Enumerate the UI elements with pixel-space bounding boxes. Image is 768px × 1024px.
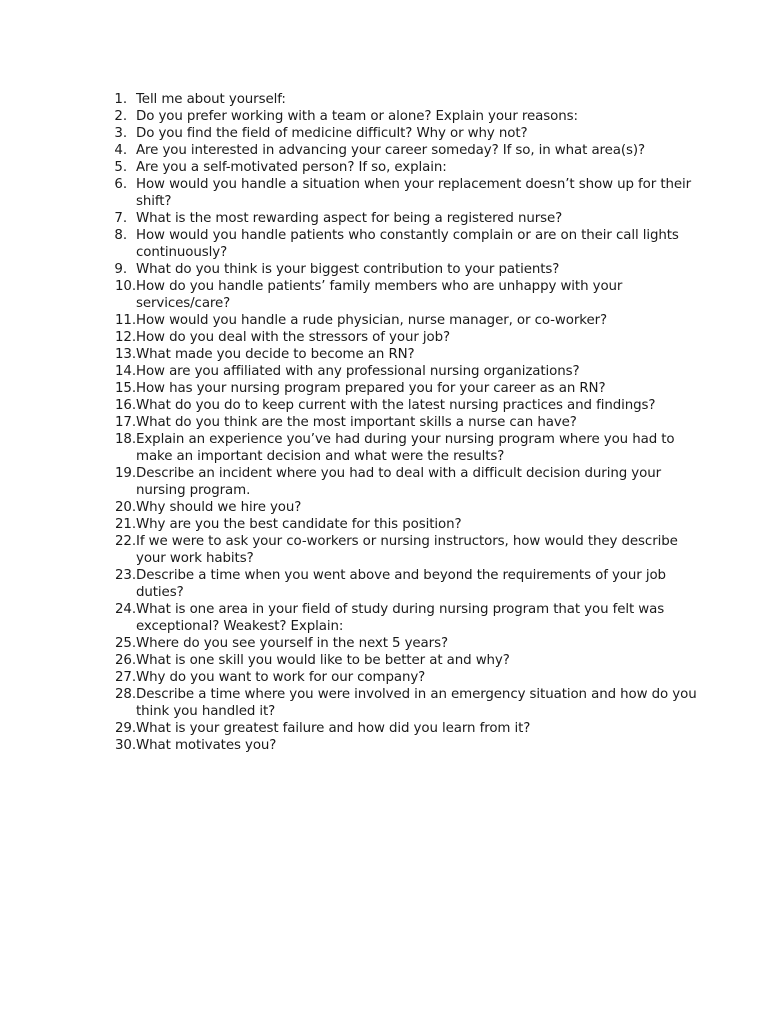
list-item (100, 176, 700, 210)
item-number: 9. (114, 262, 127, 277)
list-item (100, 720, 700, 737)
item-text: How would you handle patients who constantly complain or are on their call lights continuously? (136, 228, 679, 260)
list-item (100, 516, 700, 533)
item-text: Why should we hire you? (136, 500, 302, 515)
item-text: Do you find the field of medicine difficult? Why or why not? (136, 126, 528, 141)
item-text: What is your greatest failure and how did you learn from it? (136, 721, 531, 736)
list-item (100, 346, 700, 363)
item-text: Describe a time when you went above and beyond the requirements of your job duties? (136, 568, 666, 600)
item-number: 4. (114, 143, 127, 158)
item-number: 19. (115, 466, 136, 481)
list-item (100, 652, 700, 669)
item-text: What do you do to keep current with the latest nursing practices and findings? (136, 398, 656, 413)
list-item (100, 312, 700, 329)
list-item (100, 261, 700, 278)
item-number: 28. (115, 687, 136, 702)
item-text: What motivates you? (136, 738, 277, 753)
item-text: Tell me about yourself: (136, 92, 286, 107)
list-item (100, 227, 700, 261)
item-text: How do you handle patients’ family members who are unhappy with your services/care? (136, 279, 623, 311)
item-text: How would you handle a situation when your replacement doesn’t show up for their shift? (136, 177, 692, 209)
list-item (100, 108, 700, 125)
list-item (100, 278, 700, 312)
item-number: 3. (114, 126, 127, 141)
item-number: 18. (115, 432, 136, 447)
item-number: 1. (114, 92, 127, 107)
item-text: How would you handle a rude physician, nurse manager, or co-worker? (136, 313, 607, 328)
item-text: Describe a time where you were involved in an emergency situation and how do you think you handled it? (136, 687, 697, 719)
item-text: How do you deal with the stressors of your job? (136, 330, 451, 345)
item-number: 8. (114, 228, 127, 243)
item-number: 22. (115, 534, 136, 549)
list-item (100, 601, 700, 635)
item-number: 29. (115, 721, 136, 736)
item-text: What is one area in your field of study during nursing program that you felt was exceptional? Weakest? Explain: (136, 602, 665, 634)
list-item (100, 737, 700, 754)
item-number: 12. (115, 330, 136, 345)
item-text: What do you think is your biggest contribution to your patients? (136, 262, 560, 277)
item-number: 5. (114, 160, 127, 175)
item-text: How has your nursing program prepared you for your career as an RN? (136, 381, 606, 396)
item-number: 26. (115, 653, 136, 668)
item-number: 25. (115, 636, 136, 651)
list-item (100, 329, 700, 346)
item-text: If we were to ask your co-workers or nursing instructors, how would they describe your work habits? (136, 534, 678, 566)
list-item (100, 210, 700, 227)
list-item (100, 91, 700, 108)
question-list (100, 91, 700, 754)
item-text: Do you prefer working with a team or alone? Explain your reasons: (136, 109, 578, 124)
list-item (100, 397, 700, 414)
list-item (100, 567, 700, 601)
item-text: Why are you the best candidate for this position? (136, 517, 462, 532)
item-text: How are you affiliated with any professional nursing organizations? (136, 364, 580, 379)
item-number: 23. (115, 568, 136, 583)
item-number: 10. (115, 279, 136, 294)
item-text: What is the most rewarding aspect for being a registered nurse? (136, 211, 563, 226)
list-item (100, 669, 700, 686)
item-number: 2. (114, 109, 127, 124)
item-number: 27. (115, 670, 136, 685)
item-number: 21. (115, 517, 136, 532)
item-number: 24. (115, 602, 136, 617)
item-number: 7. (114, 211, 127, 226)
item-text: What made you decide to become an RN? (136, 347, 415, 362)
item-text: Are you interested in advancing your career someday? If so, in what area(s)? (136, 143, 646, 158)
list-item (100, 380, 700, 397)
list-item (100, 499, 700, 516)
item-number: 13. (115, 347, 136, 362)
item-number: 11. (115, 313, 136, 328)
item-number: 6. (114, 177, 127, 192)
list-item (100, 159, 700, 176)
list-item (100, 414, 700, 431)
list-item (100, 533, 700, 567)
item-text: Describe an incident where you had to deal with a difficult decision during your nursing program. (136, 466, 661, 498)
item-text: Explain an experience you’ve had during your nursing program where you had to make an important decision and what were the results? (136, 432, 675, 464)
list-item (100, 635, 700, 652)
item-text: Are you a self-motivated person? If so, explain: (136, 160, 447, 175)
item-number: 14. (115, 364, 136, 379)
item-number: 20. (115, 500, 136, 515)
item-number: 15. (115, 381, 136, 396)
item-text: Where do you see yourself in the next 5 years? (136, 636, 448, 651)
item-text: What do you think are the most important skills a nurse can have? (136, 415, 577, 430)
item-number: 17. (115, 415, 136, 430)
list-item (100, 465, 700, 499)
list-item (100, 686, 700, 720)
list-item (100, 125, 700, 142)
item-number: 30. (115, 738, 136, 753)
item-text: Why do you want to work for our company? (136, 670, 426, 685)
list-item (100, 142, 700, 159)
list-item (100, 363, 700, 380)
item-number: 16. (115, 398, 136, 413)
list-item (100, 431, 700, 465)
item-text: What is one skill you would like to be better at and why? (136, 653, 510, 668)
